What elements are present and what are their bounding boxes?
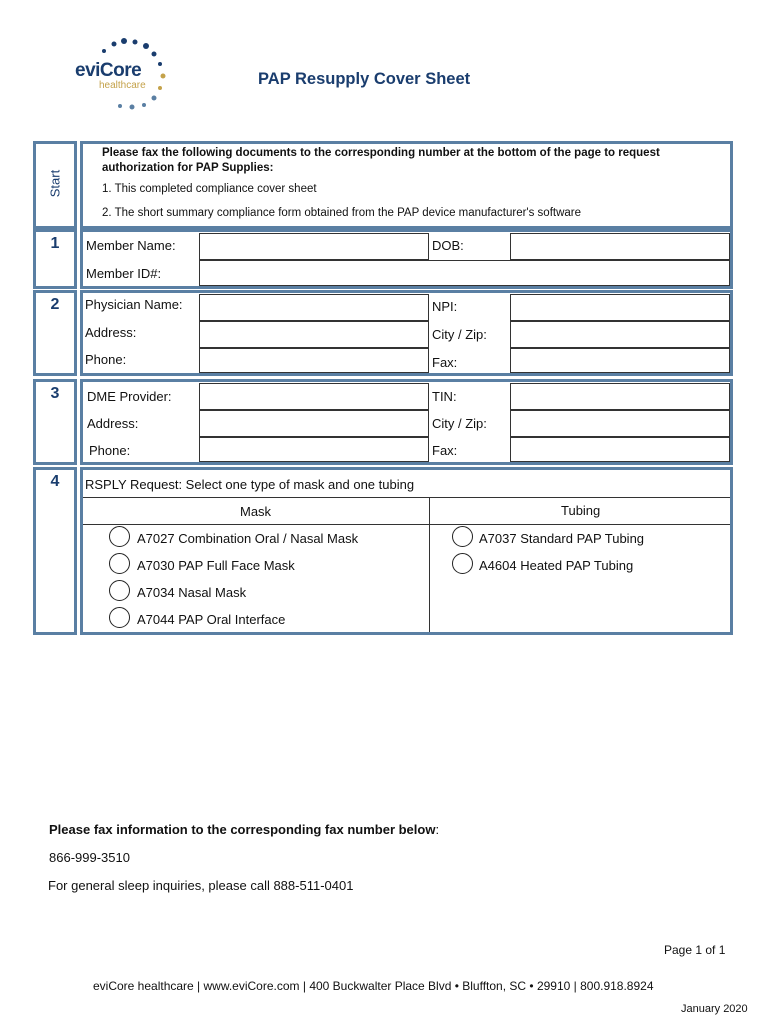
mask-option-a7044-radio[interactable]	[109, 607, 130, 628]
fax-number: 866-999-3510	[49, 850, 130, 865]
tubing-option-a7037-radio[interactable]	[452, 526, 473, 547]
mask-option-a7034-radio[interactable]	[109, 580, 130, 601]
instruction-item-2: 2. The short summary compliance form obtained from the PAP device manufacturer's software	[102, 207, 582, 219]
rsply-request-label: RSPLY Request: Select one type of mask and one tubing	[85, 477, 415, 492]
tubing-option-a7037-label: A7037 Standard PAP Tubing	[479, 531, 645, 546]
mask-option-a7027-label: A7027 Combination Oral / Nasal Mask	[137, 531, 359, 546]
dme-address-label: Address:	[87, 416, 139, 431]
dme-provider-field[interactable]	[199, 383, 429, 410]
dme-city-zip-field[interactable]	[510, 410, 730, 437]
tubing-header: Tubing	[561, 503, 601, 518]
fax-info-heading: Please fax information to the corresponding fax number below:	[49, 822, 440, 837]
section-4-box	[80, 467, 733, 635]
mask-option-a7030-radio[interactable]	[109, 553, 130, 574]
tubing-option-a4604-label: A4604 Heated PAP Tubing	[479, 558, 634, 573]
mask-option-a7027-radio[interactable]	[109, 526, 130, 547]
instructions-line2: authorization for PAP Supplies:	[102, 162, 274, 174]
dme-phone-field[interactable]	[199, 437, 429, 462]
section-2-number: 2	[50, 296, 60, 313]
instructions-line1: Please fax the following documents to the corresponding number at the bottom of the page to request	[102, 147, 660, 159]
physician-city-zip-label: City / Zip:	[432, 327, 487, 342]
dme-address-field[interactable]	[199, 410, 429, 437]
member-id-label: Member ID#:	[86, 266, 162, 281]
section-2-tab	[33, 290, 77, 376]
section-1-number: 1	[50, 235, 60, 252]
mask-header: Mask	[240, 504, 272, 519]
physician-name-label: Physician Name:	[85, 297, 183, 312]
member-name-field[interactable]	[199, 233, 429, 260]
page-number: Page 1 of 1	[664, 943, 726, 957]
mask-option-a7030-label: A7030 PAP Full Face Mask	[137, 558, 295, 573]
instruction-item-1: 1. This completed compliance cover sheet	[102, 183, 317, 195]
physician-city-zip-field[interactable]	[510, 321, 730, 348]
start-tab	[33, 141, 77, 229]
physician-phone-label: Phone:	[85, 352, 127, 367]
physician-name-field[interactable]	[199, 294, 429, 321]
footer-date: January 2020	[681, 1003, 748, 1015]
npi-field[interactable]	[510, 294, 730, 321]
member-name-label: Member Name:	[86, 238, 176, 253]
npi-label: NPI:	[432, 299, 458, 314]
page-title: PAP Resupply Cover Sheet	[258, 70, 471, 88]
dme-provider-label: DME Provider:	[87, 389, 172, 404]
dme-fax-label: Fax:	[432, 443, 458, 458]
logo-wordmark: eviCore	[75, 60, 142, 81]
tin-label: TIN:	[432, 389, 457, 404]
physician-fax-label: Fax:	[432, 355, 458, 370]
physician-address-label: Address:	[85, 325, 137, 340]
section-4-number: 4	[50, 473, 60, 490]
member-id-field[interactable]	[199, 260, 730, 286]
mask-option-a7044-label: A7044 PAP Oral Interface	[137, 612, 286, 627]
footer-address: eviCore healthcare | www.eviCore.com | 400 Buckwalter Place Blvd • Bluffton, SC • 29910 | 800.918.8924	[93, 979, 654, 993]
mask-tubing-divider	[429, 524, 430, 632]
sleep-inquiries-text: For general sleep inquiries, please call 888-511-0401	[48, 878, 354, 893]
logo-subtext: healthcare	[99, 80, 146, 91]
dme-city-zip-label: City / Zip:	[432, 416, 487, 431]
section-1-tab	[33, 229, 77, 289]
section-3-tab	[33, 379, 77, 465]
dme-fax-field[interactable]	[510, 437, 730, 462]
dob-label: DOB:	[432, 238, 464, 253]
physician-phone-field[interactable]	[199, 348, 429, 373]
dob-field[interactable]	[510, 233, 730, 260]
physician-address-field[interactable]	[199, 321, 429, 348]
tin-field[interactable]	[510, 383, 730, 410]
mask-option-a7034-label: A7034 Nasal Mask	[137, 585, 247, 600]
dme-phone-label: Phone:	[89, 443, 131, 458]
physician-fax-field[interactable]	[510, 348, 730, 373]
section-3-number: 3	[50, 385, 60, 402]
section-4-tab	[33, 467, 77, 635]
start-label: Start	[47, 169, 63, 198]
tubing-option-a4604-radio[interactable]	[452, 553, 473, 574]
